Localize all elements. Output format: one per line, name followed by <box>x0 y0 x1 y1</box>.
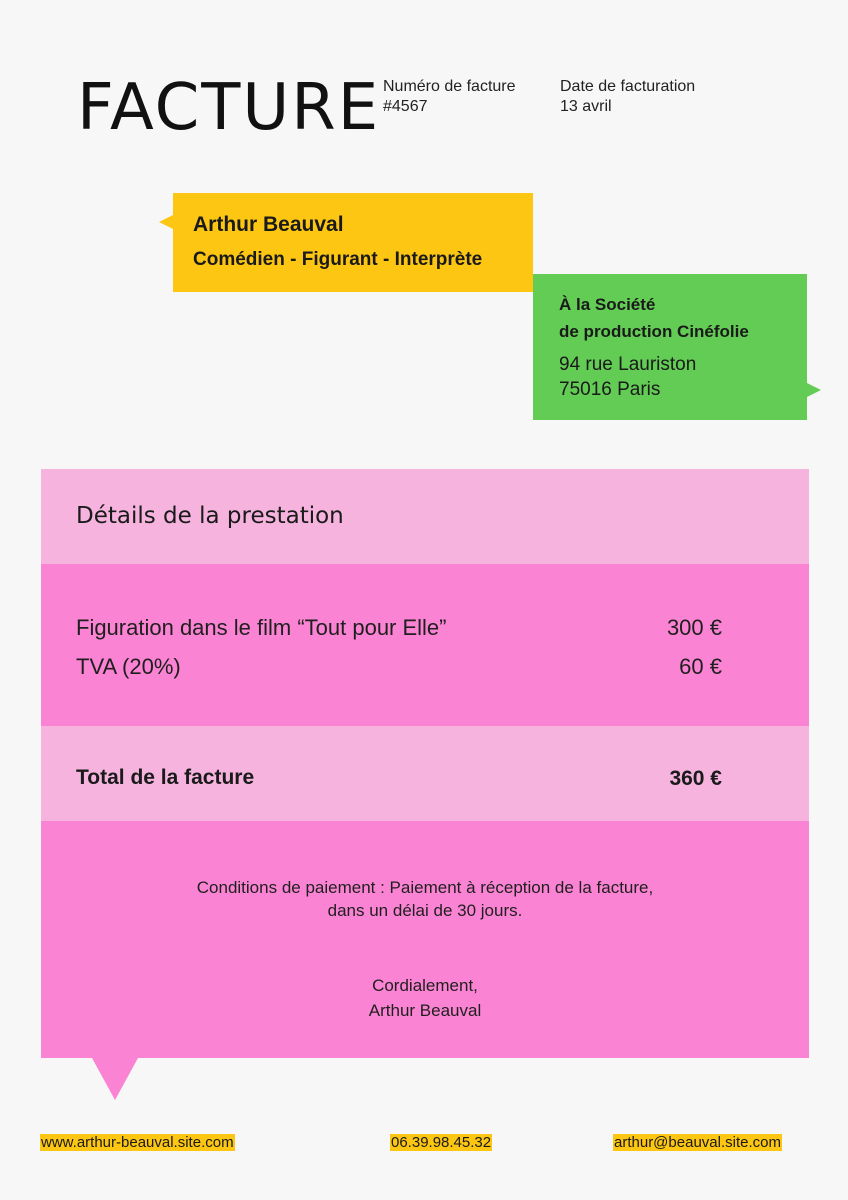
sender-name: Arthur Beauval <box>193 213 344 236</box>
recipient-company: de production Cinéfolie <box>559 322 749 341</box>
phone-number[interactable]: 06.39.98.45.32 <box>391 1134 492 1151</box>
details-lines <box>41 564 809 726</box>
line-item-label: Figuration dans le film “Tout pour Elle” <box>76 615 447 640</box>
website-link[interactable]: www.arthur-beauval.site.com <box>41 1134 234 1151</box>
recipient-bubble <box>533 274 807 420</box>
closing <box>41 973 809 1023</box>
sender-bubble <box>173 193 533 292</box>
invoice-number-value: #4567 <box>383 98 428 115</box>
closing-signature: Arthur Beauval <box>368 1001 482 1020</box>
payment-terms-line-1: Conditions de paiement : Paiement à réception de la facture, <box>196 878 654 897</box>
payment-terms <box>41 876 809 922</box>
line-item-amount: 300 € <box>666 615 722 640</box>
details-title: Détails de la prestation <box>76 503 344 529</box>
recipient-city: 75016 Paris <box>559 379 661 400</box>
total-label: Total de la facture <box>76 766 255 789</box>
invoice-number-label: Numéro de facture <box>383 78 516 95</box>
closing-greeting: Cordialement, <box>372 976 478 995</box>
invoice-number-block <box>383 77 516 117</box>
vat-label: TVA (20%) <box>76 654 181 679</box>
total-amount: 360 € <box>669 767 722 790</box>
recipient-line-1: À la Société <box>559 295 656 314</box>
page-title: FACTURE <box>77 71 381 145</box>
sender-role: Comédien - Figurant - Interprète <box>193 249 483 270</box>
invoice-date-label: Date de facturation <box>560 78 696 95</box>
invoice-date-block <box>560 77 695 117</box>
recipient-street: 94 rue Lauriston <box>559 354 697 375</box>
total-row <box>41 726 809 821</box>
invoice-date-value: 13 avril <box>560 98 612 115</box>
payment-terms-line-2: dans un délai de 30 jours. <box>327 901 523 920</box>
details-header <box>41 469 809 564</box>
vat-amount: 60 € <box>679 654 722 679</box>
terms-panel <box>41 821 809 1058</box>
email-link[interactable]: arthur@beauval.site.com <box>614 1134 781 1151</box>
